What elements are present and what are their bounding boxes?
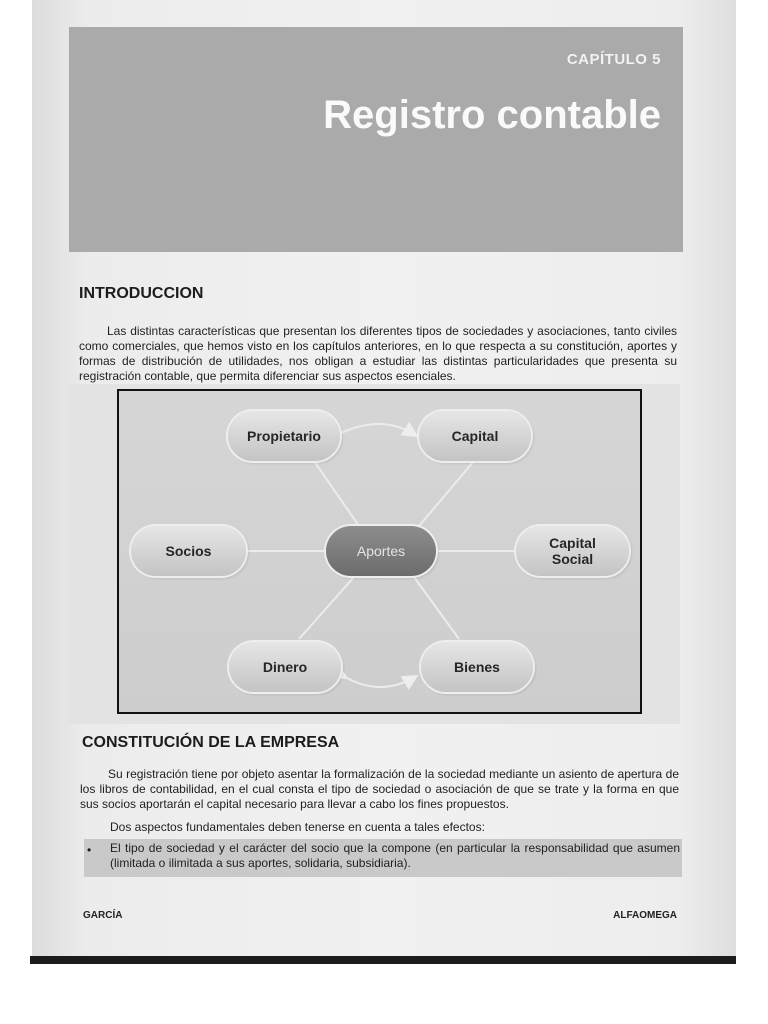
- node-propietario: Propietario: [228, 411, 340, 461]
- aportes-diagram: [117, 389, 642, 714]
- arrow-propietario-capital: [337, 424, 415, 435]
- intro-heading: INTRODUCCION: [79, 285, 204, 302]
- connector-dinero: [299, 577, 354, 639]
- intro-paragraph: Las distintas características que presentan los diferentes tipos de sociedades y asociaciones, tanto civiles como comerciales, que hemos visto en los capítulos anteriores, en lo que respecta a su constitución, aportes y formas de distribución de utilidades, nos obligan a estudiar las distintas particularidades que presenta su registración contable, que permita diferenciar sus aspectos esenciales.: [79, 324, 677, 383]
- bullet-dot: •: [87, 843, 92, 857]
- arrow-dinero-bienes: [345, 677, 415, 687]
- footer-publisher: ALFAOMEGA: [613, 910, 677, 921]
- node-capital: Capital: [419, 411, 531, 461]
- chapter-banner: [69, 27, 683, 252]
- connector-propietario: [314, 461, 359, 526]
- connector-capital: [419, 461, 474, 526]
- page-edge: [30, 956, 736, 964]
- section-heading: CONSTITUCIÓN DE LA EMPRESA: [82, 734, 340, 751]
- node-bienes: Bienes: [421, 642, 533, 692]
- bullet-highlight: [84, 839, 682, 877]
- connector-bienes: [414, 577, 459, 639]
- node-capital-social: Capital Social: [516, 526, 629, 576]
- node-dinero: Dinero: [229, 642, 341, 692]
- node-socios: Socios: [131, 526, 246, 576]
- footer-author: GARCÍA: [83, 910, 123, 921]
- node-aportes: Aportes: [326, 526, 436, 576]
- bullet-text: El tipo de sociedad y el carácter del socio que la compone (en particular la responsabilidad que asumen (limitada o ilimitada a sus aportes, solidaria, subsidiaria).: [110, 841, 680, 870]
- chapter-number: CAPÍTULO 5: [566, 51, 661, 68]
- section-paragraph-2: Dos aspectos fundamentales deben tenerse en cuenta a tales efectos:: [110, 820, 485, 834]
- chapter-title: Registro contable: [323, 93, 661, 137]
- section-paragraph-1: Su registración tiene por objeto asentar la formalización de la sociedad mediante un asiento de apertura de los libros de contabilidad, en el cual consta el tipo de sociedad o asociación de que se trate y la forma en que sus socios aportarán el capital necesario para llevar a cabo los fines propuestos.: [80, 767, 679, 811]
